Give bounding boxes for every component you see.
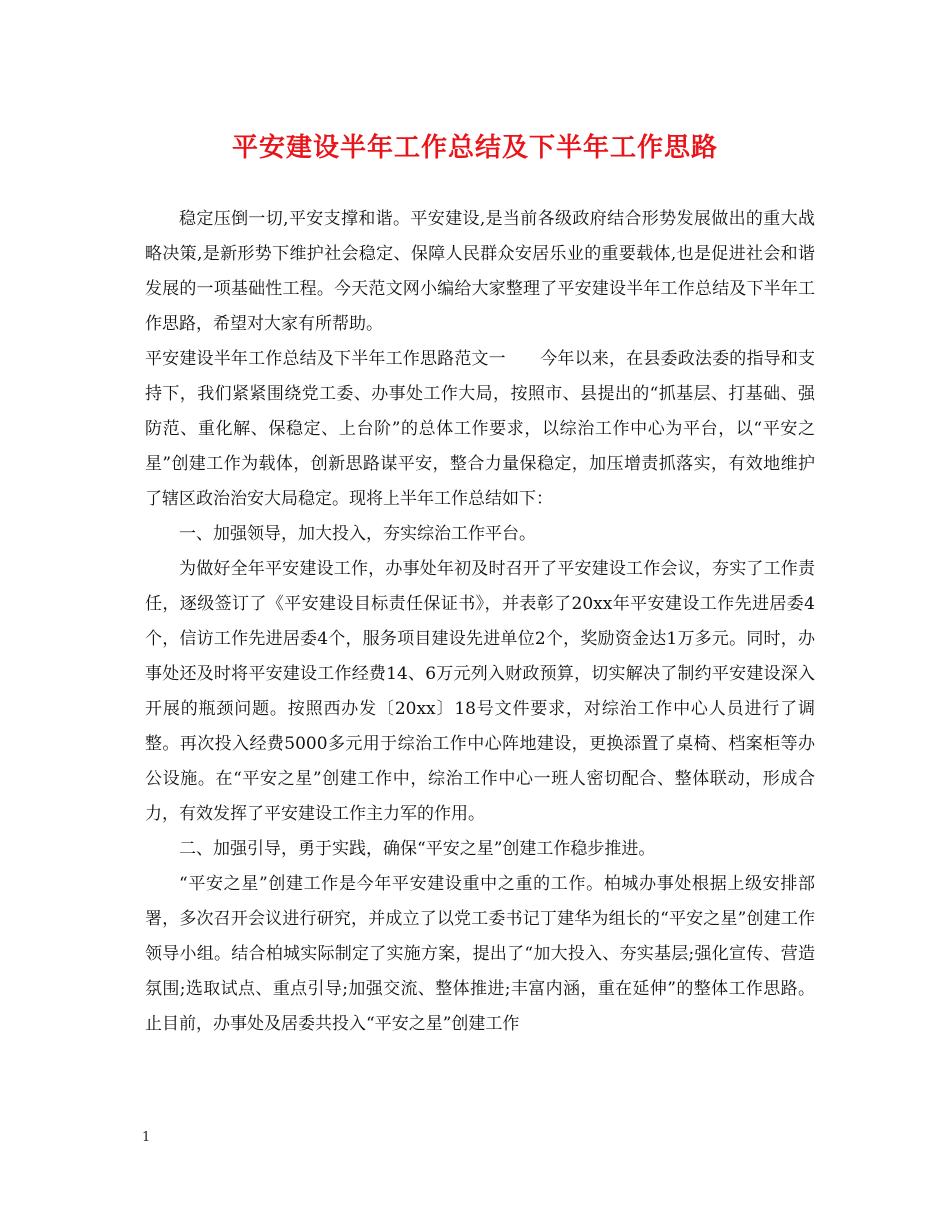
section-heading-one: 一、加强领导，加大投入，夯实综治工作平台。: [179, 524, 536, 544]
document-body: [145, 202, 815, 1042]
paragraph-section-one: 为做好全年平安建设工作，办事处年初及时召开了平安建设工作会议，夯实了工作责任，逐级签订了《平安建设目标责任保证书》，并表彰了20xx年平安建设工作先进居委4个，信访工作先进居委4个，服务项目建设先进单位2个，奖励资金达1万多元。同时，办事处还及时将平安建设工作经费14、6万元列入财政预算，切实解决了制约平安建设深入开展的瓶颈问题。按照西办发〔20xx〕18号文件要求，对综治工作中心人员进行了调整。再次投入经费5000多元用于综治工作中心阵地建设，更换添置了桌椅、档案柜等办公设施。在“平安之星”创建工作中，综治工作中心一班人密切配合、整体联动，形成合力，有效发挥了平安建设工作主力军的作用。: [145, 559, 815, 824]
section-heading-two: 二、加强引导，勇于实践，确保“平安之星”创建工作稳步推进。: [179, 839, 656, 859]
paragraph-sample-one: 平安建设半年工作总结及下半年工作思路范文一 今年以来，在县委政法委的指导和支持下，我们紧紧围绕党工委、办事处工作大局，按照市、县提出的“抓基层、打基础、强防范、重化解、保稳定、上台阶”的总体工作要求，以综治工作中心为平台，以“平安之星”创建工作为载体，创新思路谋平安，整合力量保稳定，加压增责抓落实，有效地维护了辖区政治治安大局稳定。现将上半年工作总结如下：: [145, 349, 815, 509]
paragraph-intro: 稳定压倒一切,平安支撑和谐。平安建设,是当前各级政府结合形势发展做出的重大战略决策,是新形势下维护社会稳定、保障人民群众安居乐业的重要载体,也是促进社会和谐发展的一项基础性工程。今天范文网小编给大家整理了平安建设半年工作总结及下半年工作思路，希望对大家有所帮助。: [145, 209, 815, 334]
page-number: 1: [142, 1130, 151, 1145]
document-title: 平安建设半年工作总结及下半年工作思路: [231, 133, 718, 163]
paragraph-section-two: “平安之星”创建工作是今年平安建设重中之重的工作。柏城办事处根据上级安排部署，多次召开会议进行研究，并成立了以党工委书记丁建华为组长的“平安之星”创建工作领导小组。结合柏城实际制定了实施方案，提出了“加大投入、夯实基层;强化宣传、营造氛围;选取试点、重点引导;加强交流、整体推进;丰富内涵，重在延伸”的整体工作思路。止目前，办事处及居委共投入“平安之星”创建工作: [145, 874, 815, 1034]
